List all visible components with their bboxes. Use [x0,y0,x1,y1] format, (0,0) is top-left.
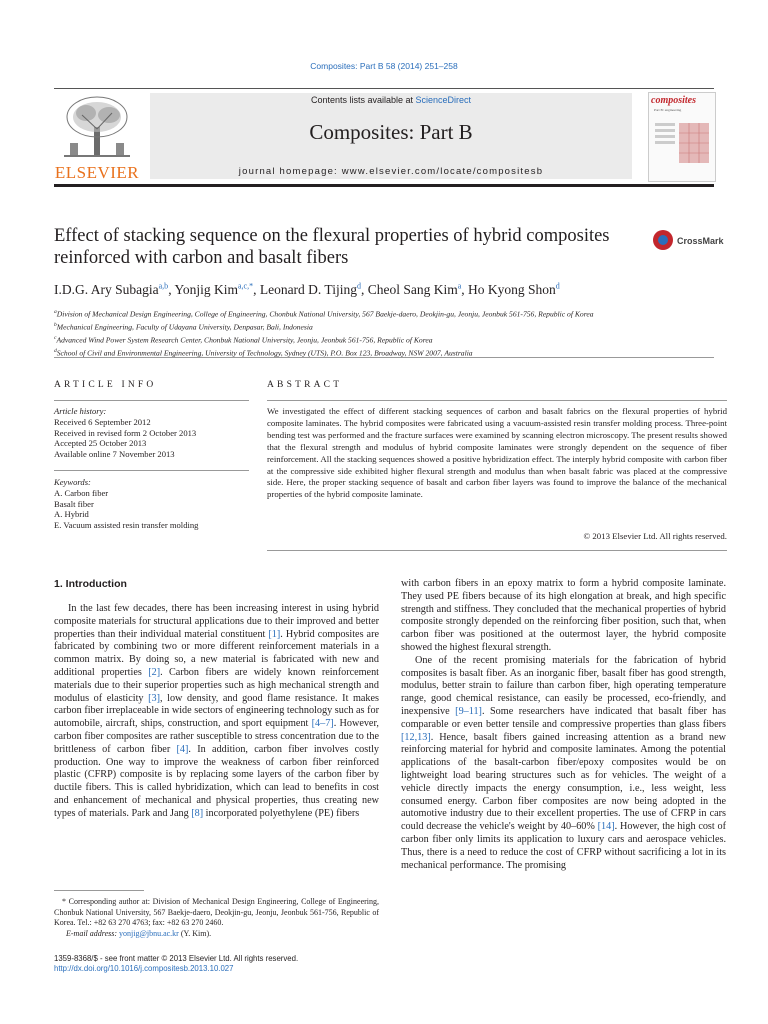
body-left-column [54,603,379,821]
text-run: . However, the high cost of carbon fiber only limits its application to luxury cars and aerospace vehicles. Thus, there is a need to reduce the cost of CFRP without sacrificing a lot in its mechanical performance. The promising [401,821,726,871]
keyword: A. Carbon fiber [54,487,109,498]
body-right-column [401,578,726,872]
journal-title: Composites: Part B [309,120,473,144]
contents-line [150,95,632,105]
author: Cheol Sang Kim$^a$, [367,281,469,297]
publisher-name: ELSEVIER [54,163,140,182]
reference-link[interactable]: [4–7] [311,718,334,730]
author: Yonjig Kim$^{a,c,*}$, [174,281,260,297]
section-heading: 1. Introduction [54,578,127,590]
keywords-rule [54,470,249,471]
affiliation: $^c$Advanced Wind Power System Research Center, Chonbuk National University, Jeonju, Jeonbuk 561-756, Republic of Korea [54,335,433,345]
issn-line: 1359-8368/$ - see front matter © 2013 Elsevier Ltd. All rights reserved. [54,954,299,963]
paragraph [401,655,726,873]
text-run: incorporated polyethylene (PE) fibers [203,807,360,819]
text-run: . In addition, carbon fiber involves costly production. One way to improve the weakness of carbon fiber reinforced plastic (CFRP) composite is by replacing some layers of the carbon fiber by ductile fibers. This is called hybridization, which can lead to benefits in cost and enhancement of mechanical and physical properties, thus creating new types of materials. Park and Jang [54,743,379,819]
crossmark-icon-inner [658,235,668,245]
affiliation: $^a$Division of Mechanical Design Engineering, College of Engineering, Chonbuk National University, 567 Baekje-daero, Deokjin-gu, Jeonju, Jeonbuk 561-756, Republic of Korea [54,309,594,319]
history-item: Received in revised form 2 October 2013 [54,427,197,438]
section-divider [54,357,714,358]
keywords-label: Keywords: [54,477,91,487]
contents-prefix: Contents lists available at [310,95,416,105]
reference-link[interactable]: [2] [148,666,161,678]
sciencedirect-link[interactable]: ScienceDirect [415,95,472,105]
reference-link[interactable]: [3] [148,692,160,704]
abstract-text: We investigated the effect of different stacking sequences of carbon and basalt fabrics on the flexural properties of hybrid composite laminates. The hybrid composites were fabricated using a vacuum-assisted resin transfer molding process. Three-point bending test was performed and the fracture surfaces were examined by scanning electron microscopy. The present results showed that the flexural strength and modulus of hybrid composite laminates were strongly dependent on the sequence of fiber reinforcement. All the stacking sequences showed a positive hybridization effect. The interply hybrid composite with carbon fiber at the compressive side exhibited higher flexural strength and modulus than when basalt fabric was placed at the compressive side. Here, the proper stacking sequence of basalt and carbon fiber layers was found to improve the balance of the mechanical properties of the hybrid composite laminate. [267,406,727,500]
text-run: . Hence, basalt fibers gained increasing attention as a brand new reinforcing material for hybrid and composite laminates. Among the potential applications of the basalt-carbon fiber/epoxy composites would be on lightweight load bearing structures such as for vehicles. The weight of a vehicle directly impacts the energy consumption, i.e., less weight, less consumed energy. Carbon fiber composites are now being adopted in the automotive industry due to their excellent properties. The use of CFRP in cars could decrease the vehicle's weight by 40–60% [401,731,726,833]
author: Leonard D. Tijing$^d$, [259,281,368,297]
reference-link[interactable]: [8] [191,807,204,819]
author: I.D.G. Ary Subagia$^{a,b}$, [54,281,175,297]
bottom-info [54,954,454,975]
keyword: A. Hybrid [54,509,89,520]
affiliation: $^d$School of Civil and Environmental Engineering, University of Technology, Sydney (UTS), P.O. Box 123, Broadway, NSW 2007, Australia [54,348,473,358]
paragraph [401,578,726,655]
footnote-star: * [62,897,66,906]
text-run: . Hybrid composites are fabricated by combining two or more different reinforcement materials in a common matrix. By doing so, a new material is fabricated with new and additional properties [54,628,379,678]
affiliation: $^b$Mechanical Engineering, Faculty of Udayana University, Denpasar, Bali, Indonesia [54,322,313,332]
journal-citation[interactable]: Composites: Part B 58 (2014) 251–258 [310,61,458,71]
crossmark-label[interactable]: CrossMark [677,236,724,246]
cover-title: composites [651,95,696,106]
text-run: In the last few decades, there has been increasing interest in using hybrid composite materials for structural applications due to their improved and better properties than their individual material constituent [54,603,379,640]
reference-link[interactable]: [12,13] [401,731,431,743]
cover-subtitle: Part B: engineering [654,108,682,112]
footnote-text: Corresponding author at: Division of Mechanical Design Engineering, College of Engineering, Chonbuk National University, 567 Baekje-daero, Deokjin-gu, Jeonju, Jeonbuk 561-756, Republic of Korea. Tel.: +82 63 270 4763; fax: +82 63 270 2460. [54,897,380,928]
history-item: Accepted 25 October 2013 [54,438,147,449]
affiliations [54,307,734,359]
keyword: Basalt fiber [54,498,94,509]
journal-homepage[interactable]: journal homepage: www.elsevier.com/locate/compositesb [238,166,544,177]
keyword: E. Vacuum assisted resin transfer molding [54,520,199,531]
keywords [54,477,264,531]
email-suffix: (Y. Kim). [178,929,212,939]
article-info-heading: ARTICLE INFO [54,380,157,390]
header-bottom-rule [54,184,714,187]
corresponding-author-footnote [54,897,379,940]
article-title: Effect of stacking sequence on the flexural properties of hybrid composites reinforced with carbon and basalt fibers [54,226,610,268]
doi-link[interactable]: http://dx.doi.org/10.1016/j.compositesb.2013.10.027 [54,964,234,974]
text-run: with carbon fibers in an epoxy matrix to form a hybrid composite laminate. They used PE fibers because of its high elongation at break, and high specific strength and stiffness. They concluded that the mechanical properties of hybrid composite strongly depended on the reinforcing fiber position, such that, when carbon fiber was positioned at the outermost layer, the hybrid composite showed the highest flexural strength. [401,578,726,653]
text-run: . However, carbon fiber composites are rather susceptible to stress concentration due to the brittleness of carbon fiber [54,718,379,755]
reference-link[interactable]: [14] [597,821,615,833]
reference-link[interactable]: [9–11] [455,705,482,717]
reference-link[interactable]: [1] [268,628,281,640]
paragraph [54,603,379,821]
text-run: , low density, and good flame resistance. It makes carbon fiber irreplaceable in wide sectors of engineering technology such as for automobile, aircraft, ships, construction, and sport equipment [54,692,380,730]
email-label: E-mail address: [66,929,118,939]
text-run: . Some researchers have indicated that basalt fiber has comparable or even better tensile and compressive properties than glass fibers [401,705,726,730]
abstract-heading: ABSTRACT [267,380,343,390]
author-list [54,281,714,298]
article-info-rule [54,400,249,401]
history-item: Available online 7 November 2013 [54,449,175,460]
reference-link[interactable]: [4] [176,743,189,755]
history-label: Article history: [54,406,107,416]
text-run: . Carbon fibers are widely known reinforcement materials due to their superior properties such as high mechanical strength and modulus of elasticity [54,666,379,704]
article-history [54,406,254,460]
text-run: One of the recent promising materials for the fabrication of hybrid composites is basalt fiber. As an inorganic fiber, basalt fiber has good strength, modulus, better strain to failure than carbon fiber, high operating temperature range, good chemical resistance, can easily be processed, eco-friendly, and inexpensive [401,654,726,717]
author: Ho Kyong Shon$^d$ [468,281,560,297]
header-top-rule [54,88,714,89]
abstract-rule [267,400,727,401]
abstract-bottom-rule [267,550,727,551]
abstract-copyright: © 2013 Elsevier Ltd. All rights reserved. [583,531,727,541]
email-link[interactable]: yonjig@jbnu.ac.kr [119,929,179,939]
footnote-rule [54,890,144,891]
history-item: Received 6 September 2012 [54,416,151,427]
